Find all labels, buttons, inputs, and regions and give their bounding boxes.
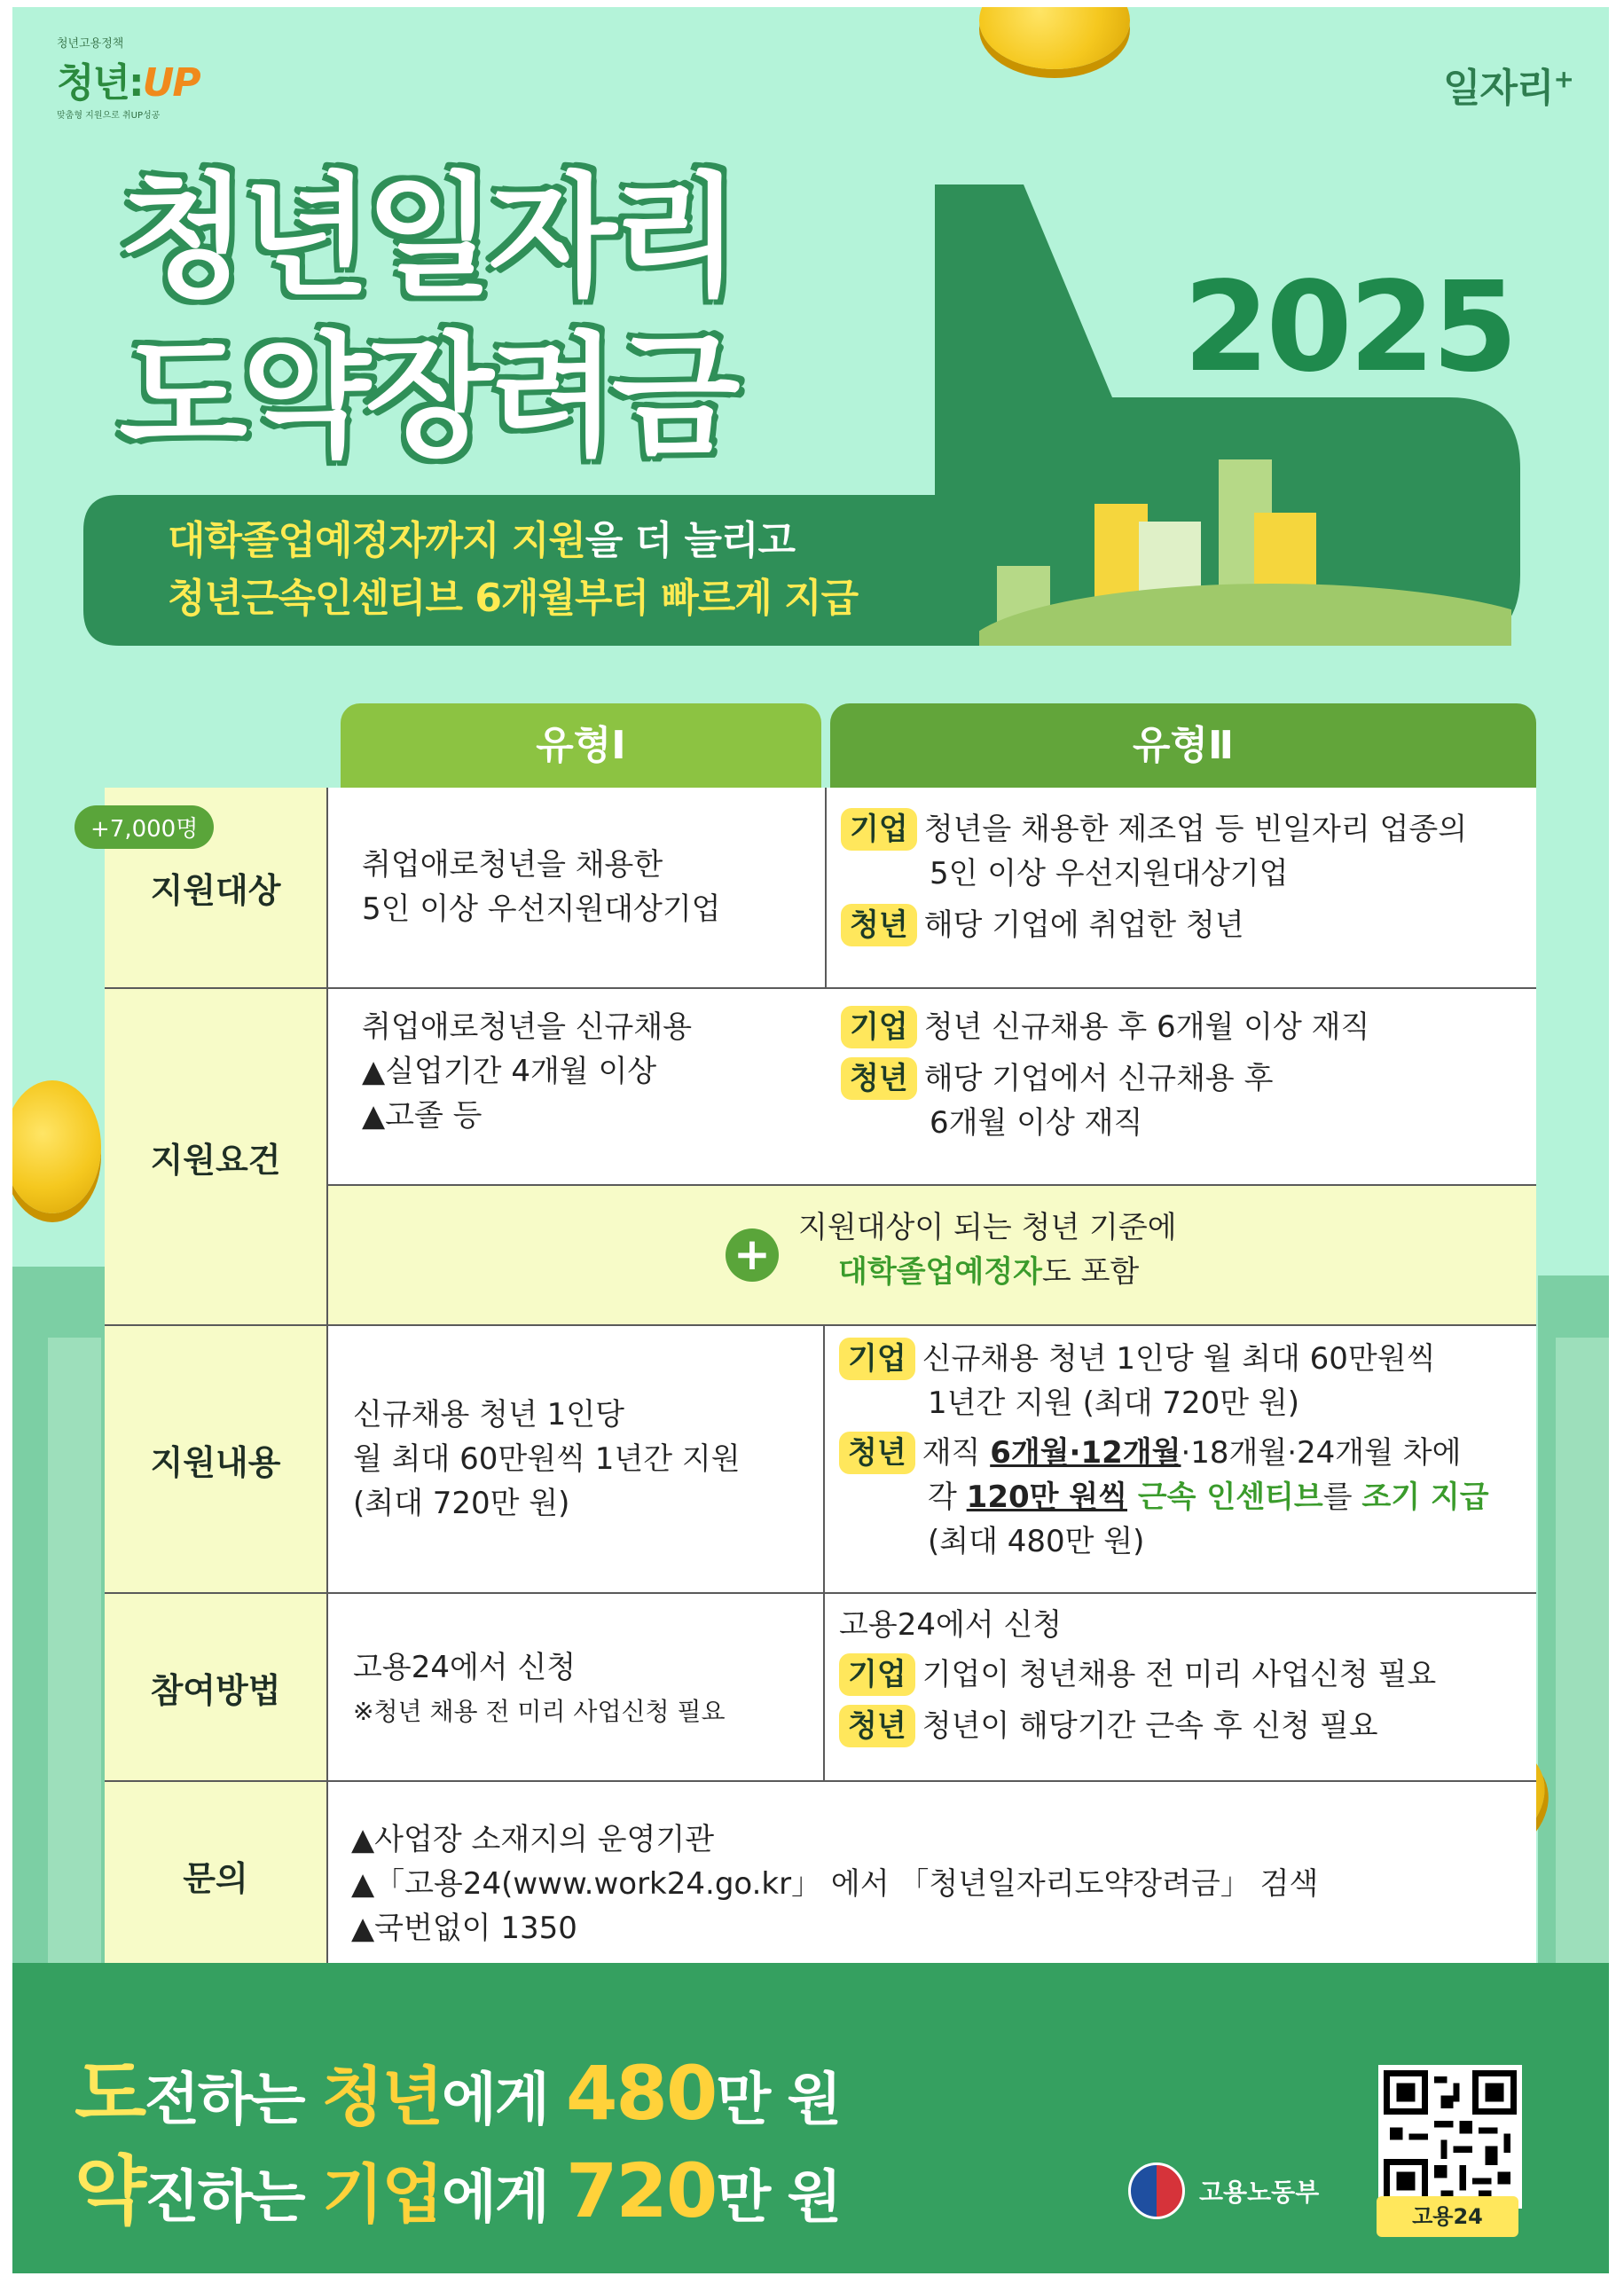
slogan-highlight: 기업	[321, 2157, 443, 2232]
cell-line: 기업이 청년채용 전 미리 사업신청 필요	[922, 1657, 1437, 1692]
hill-shape	[979, 584, 1511, 646]
target-type2	[841, 807, 1467, 947]
slogan-text: 에게	[442, 2068, 566, 2133]
column-type-2: 유형Ⅱ	[830, 703, 1536, 788]
year-label: 2025	[1183, 255, 1515, 400]
note-highlight: 대학졸업예정자	[838, 1254, 1042, 1290]
cell-line: 신규채용 청년 1인당	[353, 1397, 624, 1432]
inquiry-content	[351, 1817, 1318, 1950]
row-head-inquiry: 문의	[105, 1782, 328, 1968]
cell-line: 청년이 해당기간 근속 후 신청 필요	[922, 1708, 1378, 1744]
youth-tag: 청년	[839, 1705, 915, 1747]
row-target	[105, 788, 1536, 987]
cell-line: ※청년 채용 전 미리 사업신청 필요	[353, 1697, 726, 1726]
cell-emphasis: 근속 인센티브	[1127, 1479, 1323, 1515]
row-content	[105, 1326, 1536, 1592]
jobs-logo-plus: +	[1553, 64, 1573, 94]
cell-line: 청년을 채용한 제조업 등 빈일자리 업종의	[923, 812, 1468, 847]
slogan-text: 전하는	[145, 2068, 322, 2133]
cell-line: 고용24에서 신청	[839, 1607, 1063, 1643]
slogan-text: 만 원	[716, 2068, 841, 2133]
quota-badge: +7,000명	[75, 805, 214, 849]
column-type-1: 유형Ⅰ	[341, 703, 821, 788]
jobs-logo-text: 일자리	[1443, 66, 1554, 111]
target-type1	[362, 843, 721, 931]
row-requirement	[105, 989, 1536, 1324]
row-apply	[105, 1594, 1536, 1780]
slogan-line-2	[75, 2131, 840, 2239]
cell-emphasis: 조기 지급	[1361, 1479, 1489, 1515]
taegeuk-icon	[1128, 2162, 1185, 2219]
note-text: 도 포함	[1041, 1254, 1140, 1290]
logo-wordmark-b: UP	[142, 60, 200, 106]
cell-line: 해당 기업에 취업한 청년	[923, 907, 1244, 943]
requirement-note-box	[328, 1184, 1536, 1326]
cell-text: ·18개월·24개월 차에	[1181, 1435, 1462, 1471]
cell-line: ▲실업기간 4개월 이상	[362, 1054, 657, 1089]
company-tag: 기업	[841, 1006, 917, 1048]
apply-type1	[353, 1645, 726, 1734]
qr-label: 고용24	[1377, 2196, 1518, 2237]
youth-tag: 청년	[839, 1432, 915, 1474]
note-line-1: 지원대상이 되는 청년 기준에	[798, 1210, 1177, 1245]
cell-line: 취업애로청년을 신규채용	[362, 1009, 693, 1045]
cell-text: 재직	[922, 1435, 991, 1471]
plus-icon: +	[726, 1228, 779, 1282]
qr-code-icon[interactable]	[1378, 2065, 1522, 2209]
vertical-divider	[823, 1594, 825, 1780]
cell-line: 6개월 이상 재직	[930, 1105, 1143, 1141]
vertical-divider	[823, 1326, 825, 1592]
slogan-amount: 720	[565, 2147, 717, 2234]
apply-type2	[839, 1603, 1436, 1748]
row-head-apply: 참여방법	[105, 1594, 328, 1780]
row-inquiry	[105, 1782, 1536, 1968]
cell-emphasis: 120만 원씩	[966, 1479, 1127, 1515]
subtitle-line-2	[168, 566, 858, 623]
cell-line: (최대 480만 원)	[928, 1524, 1145, 1559]
youth-up-logo	[57, 34, 234, 131]
requirement-type2	[841, 1005, 1369, 1145]
content-type2	[839, 1337, 1489, 1564]
bg-building	[48, 1338, 101, 2047]
cell-line: 신규채용 청년 1인당 월 최대 60만원씩	[922, 1341, 1436, 1377]
logo-wordmark-a: 청년:	[57, 60, 143, 106]
subtitle-highlight: 청년근속인센티브 6개월부터 빠르게 지급	[168, 576, 859, 621]
cell-text: 를	[1322, 1479, 1362, 1515]
cell-text: 각	[928, 1479, 967, 1515]
slogan-initial: 도	[75, 2050, 145, 2137]
cell-line: 1년간 지원 (최대 720만 원)	[928, 1385, 1300, 1421]
logo-wordmark	[57, 51, 234, 107]
cell-line: ▲국번없이 1350	[351, 1911, 577, 1946]
requirement-note	[798, 1205, 1177, 1294]
slogan-initial: 약	[75, 2147, 145, 2234]
company-tag: 기업	[841, 808, 917, 851]
main-title	[119, 158, 735, 477]
row-head-requirement: 지원요건	[105, 989, 328, 1324]
slogan-text: 진하는	[145, 2165, 322, 2231]
cell-line: ▲사업장 소재지의 운영기관	[351, 1822, 715, 1857]
logo-subtitle: 맞춤형 지원으로 취UP성공	[57, 111, 161, 121]
cell-line: 취업애로청년을 채용한	[362, 847, 663, 883]
cell-emphasis: 6개월·12개월	[990, 1435, 1181, 1471]
city-illustration	[979, 442, 1511, 646]
coin-icon	[979, 7, 1130, 69]
row-head-content: 지원내용	[105, 1326, 328, 1592]
ministry-name: 고용노동부	[1199, 2178, 1320, 2207]
ministry-logo	[1128, 2162, 1319, 2219]
poster	[12, 7, 1609, 2273]
slogan-text: 에게	[442, 2165, 566, 2231]
cell-line: 청년 신규채용 후 6개월 이상 재직	[923, 1009, 1370, 1045]
cell-line: 5인 이상 우선지원대상기업	[930, 856, 1289, 891]
cell-line: 고용24에서 신청	[353, 1650, 577, 1685]
cell-line: (최대 720만 원)	[353, 1486, 570, 1521]
logo-tagline: 청년고용정책	[57, 37, 124, 51]
company-tag: 기업	[839, 1653, 915, 1696]
title-line-1: 청년일자리	[119, 161, 735, 315]
jobs-plus-logo	[1443, 56, 1573, 113]
cell-line: ▲「고용24(www.work24.go.kr」 에서 「청년일자리도약장려금」 검색	[351, 1866, 1319, 1902]
company-tag: 기업	[839, 1338, 915, 1380]
subtitle-text: 을 더 늘리고	[584, 518, 796, 563]
cell-line: 월 최대 60만원씩 1년간 지원	[353, 1441, 741, 1477]
subtitle-highlight: 대학졸업예정자까지 지원	[168, 518, 585, 563]
title-line-2: 도약장려금	[119, 320, 735, 475]
slogan-amount: 480	[565, 2050, 717, 2137]
requirement-type1	[362, 1005, 692, 1138]
row-head-target: 지원대상	[105, 788, 328, 987]
bg-building	[1556, 1338, 1609, 2047]
slogan-text: 만 원	[716, 2165, 841, 2231]
slogan-line-1	[75, 2034, 840, 2141]
coin-icon	[12, 1080, 101, 1213]
youth-tag: 청년	[841, 1057, 917, 1100]
cell-line: 5인 이상 우선지원대상기업	[362, 891, 721, 927]
youth-tag: 청년	[841, 904, 917, 946]
subtitle-line-1	[168, 508, 795, 565]
slogan-highlight: 청년	[321, 2060, 443, 2134]
content-type1	[353, 1393, 741, 1526]
cell-line: ▲고졸 등	[362, 1098, 482, 1134]
cell-line: 해당 기업에서 신규채용 후	[923, 1061, 1274, 1096]
